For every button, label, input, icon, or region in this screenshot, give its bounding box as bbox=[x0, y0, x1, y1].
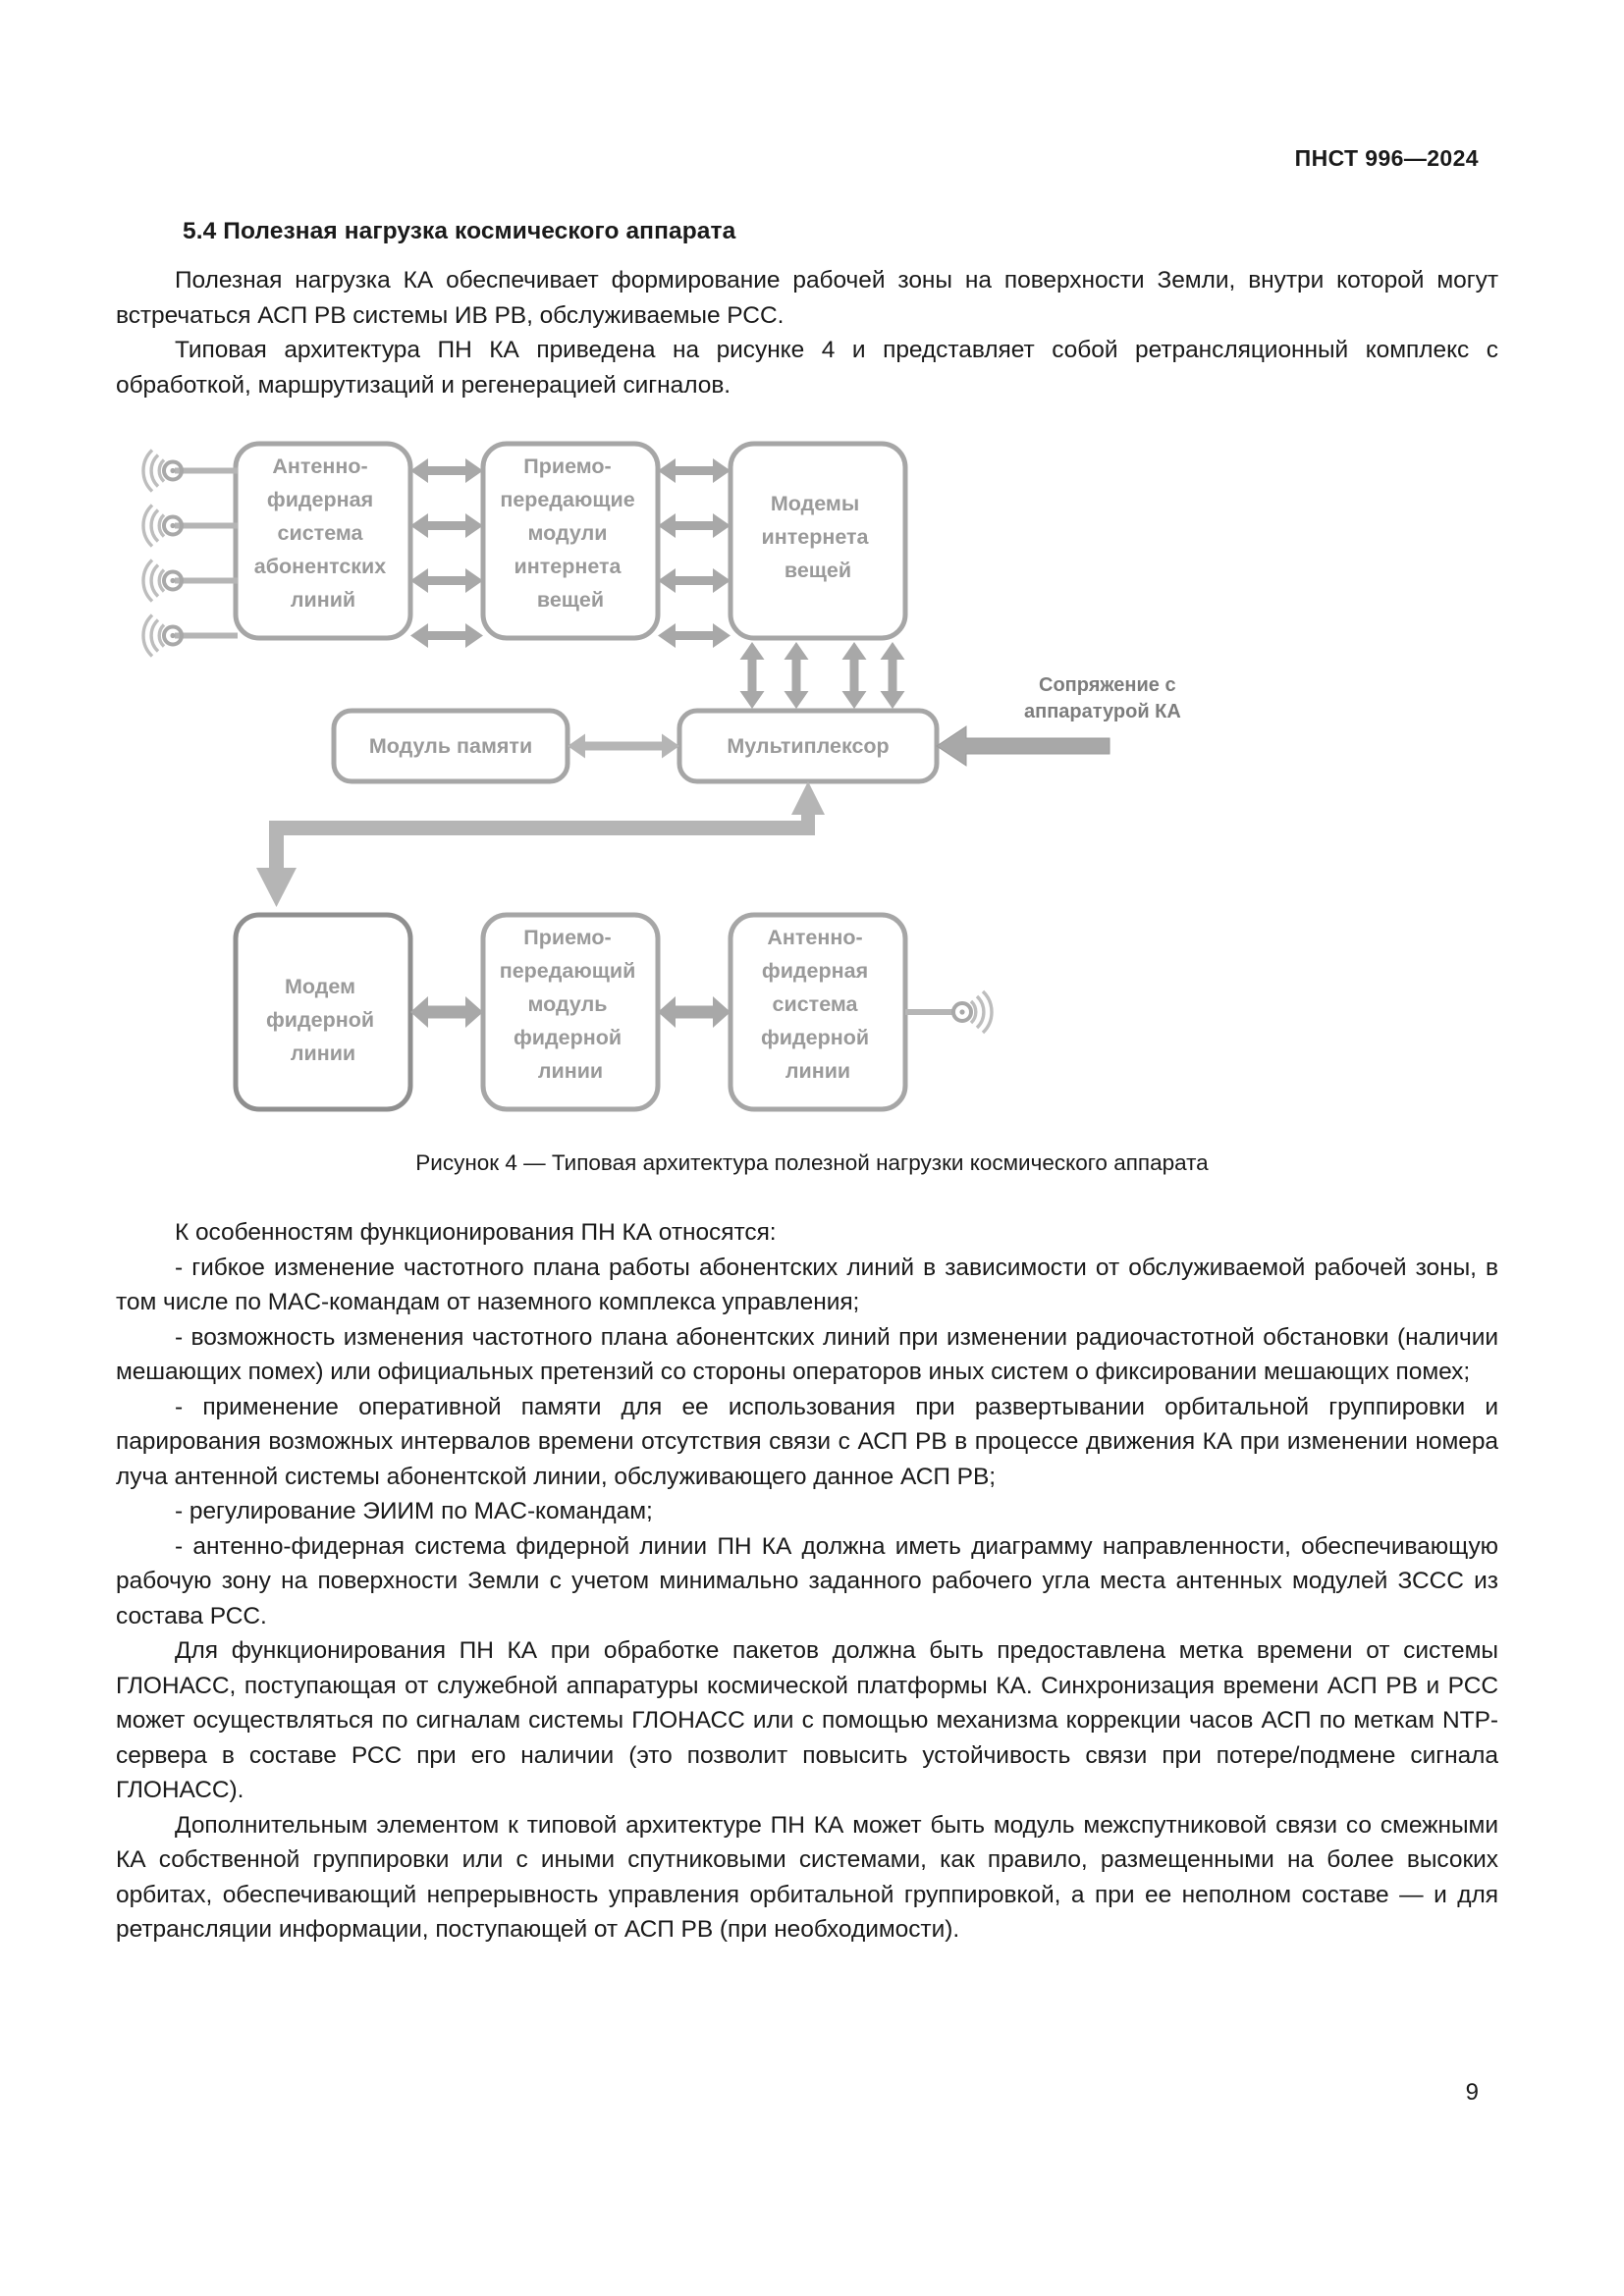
antenna-icon bbox=[953, 991, 992, 1033]
diagram-node-modems-iot bbox=[731, 444, 905, 638]
lower-paragraphs bbox=[116, 1215, 1498, 1948]
diagram-node-multiplexer bbox=[679, 711, 937, 781]
arrow-external-interface bbox=[937, 726, 1110, 766]
running-head: ПНСТ 996—2024 bbox=[1294, 145, 1479, 171]
paragraph: Дополнительным элементом к типовой архитектуре ПН КА может быть модуль межспутниковой связи со смежными КА собственной группировки или с иными спутниковыми системами, как правило, размещенными на более высоких орбитах, обеспечивающий непрерывность управления орбитальной группировкой, а при ее неполном составе — и для ретрансляции информации, поступающей от АСП РВ (при необходимости). bbox=[116, 1811, 1498, 1943]
svg-text:Модем фидерной: Модем фидерной линии bbox=[265, 975, 375, 1065]
bus-multiplexer-feedback bbox=[259, 781, 825, 905]
antenna-group-feeder bbox=[905, 991, 992, 1033]
figure-caption: Рисунок 4 — Типовая архитектура полезной нагрузки космического аппарата bbox=[415, 1150, 1209, 1175]
section-title: 5.4 Полезная нагрузка космического аппарата bbox=[183, 218, 736, 244]
list-item: - возможность изменения частотного плана абонентских линий при изменении радиочастотной обстановки (наличии мешающих помех) или официальных претензий со стороны операторов иных систем о фиксировании мешающих помех; bbox=[116, 1323, 1498, 1385]
diagram-node-modem-feeder bbox=[236, 915, 410, 1109]
svg-text:Модуль памяти: Модуль памяти bbox=[368, 734, 533, 758]
diagram-node-memory-module bbox=[334, 711, 568, 781]
list-item: - антенно-фидерная система фидерной линии ПН КА должна иметь диаграмму направленности, обеспечивающую рабочую зону на поверхности Земли с учетом минимально заданного рабочего угла места антенных модулей ЗССС из состава РСС. bbox=[116, 1532, 1498, 1629]
diagram-node-afs-feeder bbox=[731, 915, 905, 1109]
arrow-group-afs-to-txrx bbox=[410, 458, 483, 648]
svg-text:Приемо- передающий: Приемо- передающий модуль фидерной линии bbox=[499, 926, 636, 1083]
svg-text:Приемо- передающие: Приемо- передающие модули интернета вещей bbox=[500, 454, 635, 612]
diagram-label-external: Сопряжение с аппаратурой КА bbox=[1024, 674, 1181, 722]
diagram-node-txrx-iot bbox=[483, 444, 658, 638]
arrow-txrx-to-afs-feeder bbox=[658, 996, 731, 1028]
list-item: - гибкое изменение частотного плана работы абонентских линий в зависимости от обслуживаемой рабочей зоны, в том числе по MAC-командам от наземного комплекса управления; bbox=[116, 1254, 1498, 1315]
paragraph: Для функционирования ПН КА при обработке пакетов должна быть предоставлена метка времени от системы ГЛОНАСС, поступающая от служебной аппаратуры космической платформы КА. Синхронизация времени АСП РВ и РСС может осуществляться по сигналам системы ГЛОНАСС или с помощью механизма коррекции часов АСП по меткам NTP-сервера в составе РСС при его наличии (это позволит повысить устойчивость связи при потере/подмене сигнала ГЛОНАСС). bbox=[116, 1637, 1498, 1803]
list-item: - применение оперативной памяти для ее использования при развертывании орбитальной группировки и парирования возможных интервалов времени отсутствия связи с АСП РВ в процессе движения КА при изменении номера луча антенной системы абонентской линии, обслуживающего данное АСП РВ; bbox=[116, 1393, 1498, 1490]
paragraph: К особенностям функционирования ПН КА относятся: bbox=[175, 1219, 777, 1246]
list-item: - регулирование ЭИИМ по MAC-командам; bbox=[175, 1498, 653, 1524]
paragraph: Полезная нагрузка КА обеспечивает формирование рабочей зоны на поверхности Земли, внутри которой могут встречаться АСП РВ системы ИВ РВ, обслуживаемые РСС. bbox=[116, 267, 1498, 329]
paragraph: Типовая архитектура ПН КА приведена на рисунке 4 и представляет собой ретрансляционный комплекс с обработкой, маршрутизаций и регенерацией сигналов. bbox=[116, 337, 1498, 399]
arrow-modem-to-txrx-feeder bbox=[410, 996, 483, 1028]
svg-text:Мультиплексор: Мультиплексор bbox=[727, 734, 890, 758]
antenna-group-subscriber bbox=[143, 451, 238, 657]
diagram-node-txrx-feeder bbox=[483, 915, 658, 1109]
page-number: 9 bbox=[1465, 2079, 1479, 2106]
figure-4-diagram bbox=[116, 424, 1498, 1150]
arrow-memory-to-multiplexer bbox=[568, 734, 679, 759]
svg-text:Модемы интернета: Модемы интернета вещей bbox=[761, 492, 869, 582]
arrow-group-modems-to-multiplexer bbox=[740, 642, 905, 709]
arrow-group-txrx-to-modems bbox=[658, 458, 731, 648]
intro-paragraphs bbox=[116, 263, 1498, 402]
svg-text:Антенно- фидерная: Антенно- фидерная система фидерной линии bbox=[760, 926, 870, 1083]
diagram-node-afs-subscriber bbox=[236, 444, 410, 638]
svg-text:Антенно- фидерная: Антенно- фидерная система абонентских линий bbox=[253, 454, 387, 612]
